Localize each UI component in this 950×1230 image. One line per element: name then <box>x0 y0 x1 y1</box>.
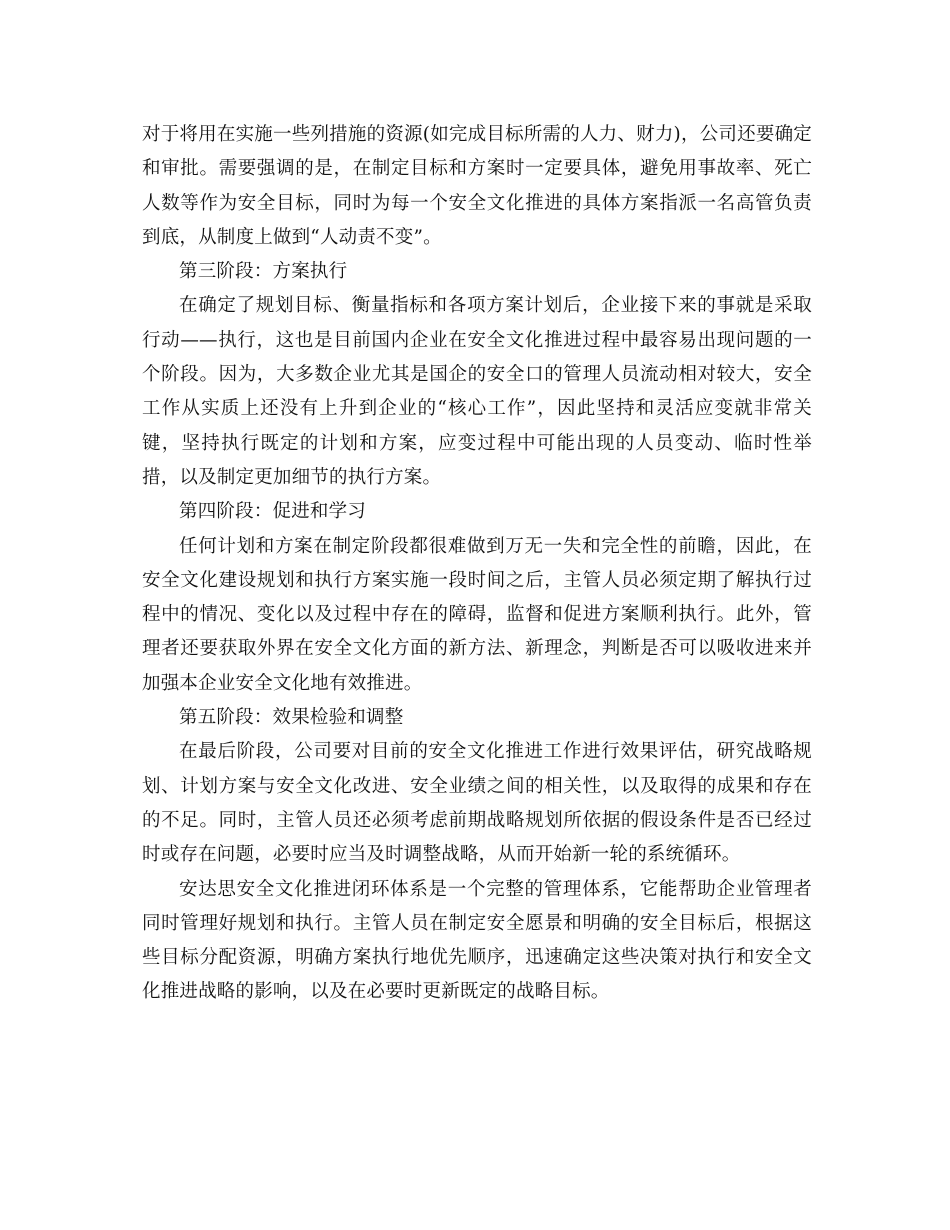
section-heading-stage-4: 第四阶段：促进和学习 <box>179 501 367 523</box>
paragraph-stage-3-execution: 在确定了规划目标、衡量指标和各项方案计划后，企业接下来的事就是采取行动——执行，这也是目前国内企业在安全文化推进过程中最容易出现问题的一个阶段。因为，大多数企业尤其是国企的安全口的管理人员流动相对较大，安全工作从实质上还没有上升到企业的“核心工作”，因此坚持和灵活应变就非常关键，坚持执行既定的计划和方案，应变过程中可能出现的人员变动、临时性举措，以及制定更加细节的执行方案。 <box>142 295 812 488</box>
section-heading-stage-3: 第三阶段：方案执行 <box>179 261 348 283</box>
paragraph-stage-5-evaluation: 在最后阶段，公司要对目前的安全文化推进工作进行效果评估，研究战略规划、计划方案与安全文化改进、安全业绩之间的相关性，以及取得的成果和存在的不足。同时，主管人员还必须考虑前期战略规划所依据的假设条件是否已经过时或存在问题，必要时应当及时调整战略，从而开始新一轮的系统循环。 <box>142 741 812 866</box>
paragraph-closed-loop-summary: 安达思安全文化推进闭环体系是一个完整的管理体系，它能帮助企业管理者同时管理好规划和执行。主管人员在制定安全愿景和明确的安全目标后，根据这些目标分配资源，明确方案执行地优先顺序，迅速确定这些决策对执行和安全文化推进战略的影响，以及在必要时更新既定的战略目标。 <box>142 878 812 1003</box>
paragraph-stage-4-promotion: 任何计划和方案在制定阶段都很难做到万无一失和完全性的前瞻，因此，在安全文化建设规划和执行方案实施一段时间之后，主管人员必须定期了解执行过程中的情况、变化以及过程中存在的障碍，监督和促进方案顺利执行。此外，管理者还要获取外界在安全文化方面的新方法、新理念，判断是否可以吸收进来并加强本企业安全文化地有效推进。 <box>142 535 812 694</box>
section-heading-stage-5: 第五阶段：效果检验和调整 <box>179 707 404 729</box>
paragraph-resources-approval: 对于将用在实施一些列措施的资源(如完成目标所需的人力、财力)，公司还要确定和审批。需要强调的是，在制定目标和方案时一定要具体，避免用事故率、死亡人数等作为安全目标，同时为每一个安全文化推进的具体方案指派一名高管负责到底，从制度上做到“人动责不变”。 <box>142 124 812 248</box>
document-body <box>142 118 812 1010</box>
